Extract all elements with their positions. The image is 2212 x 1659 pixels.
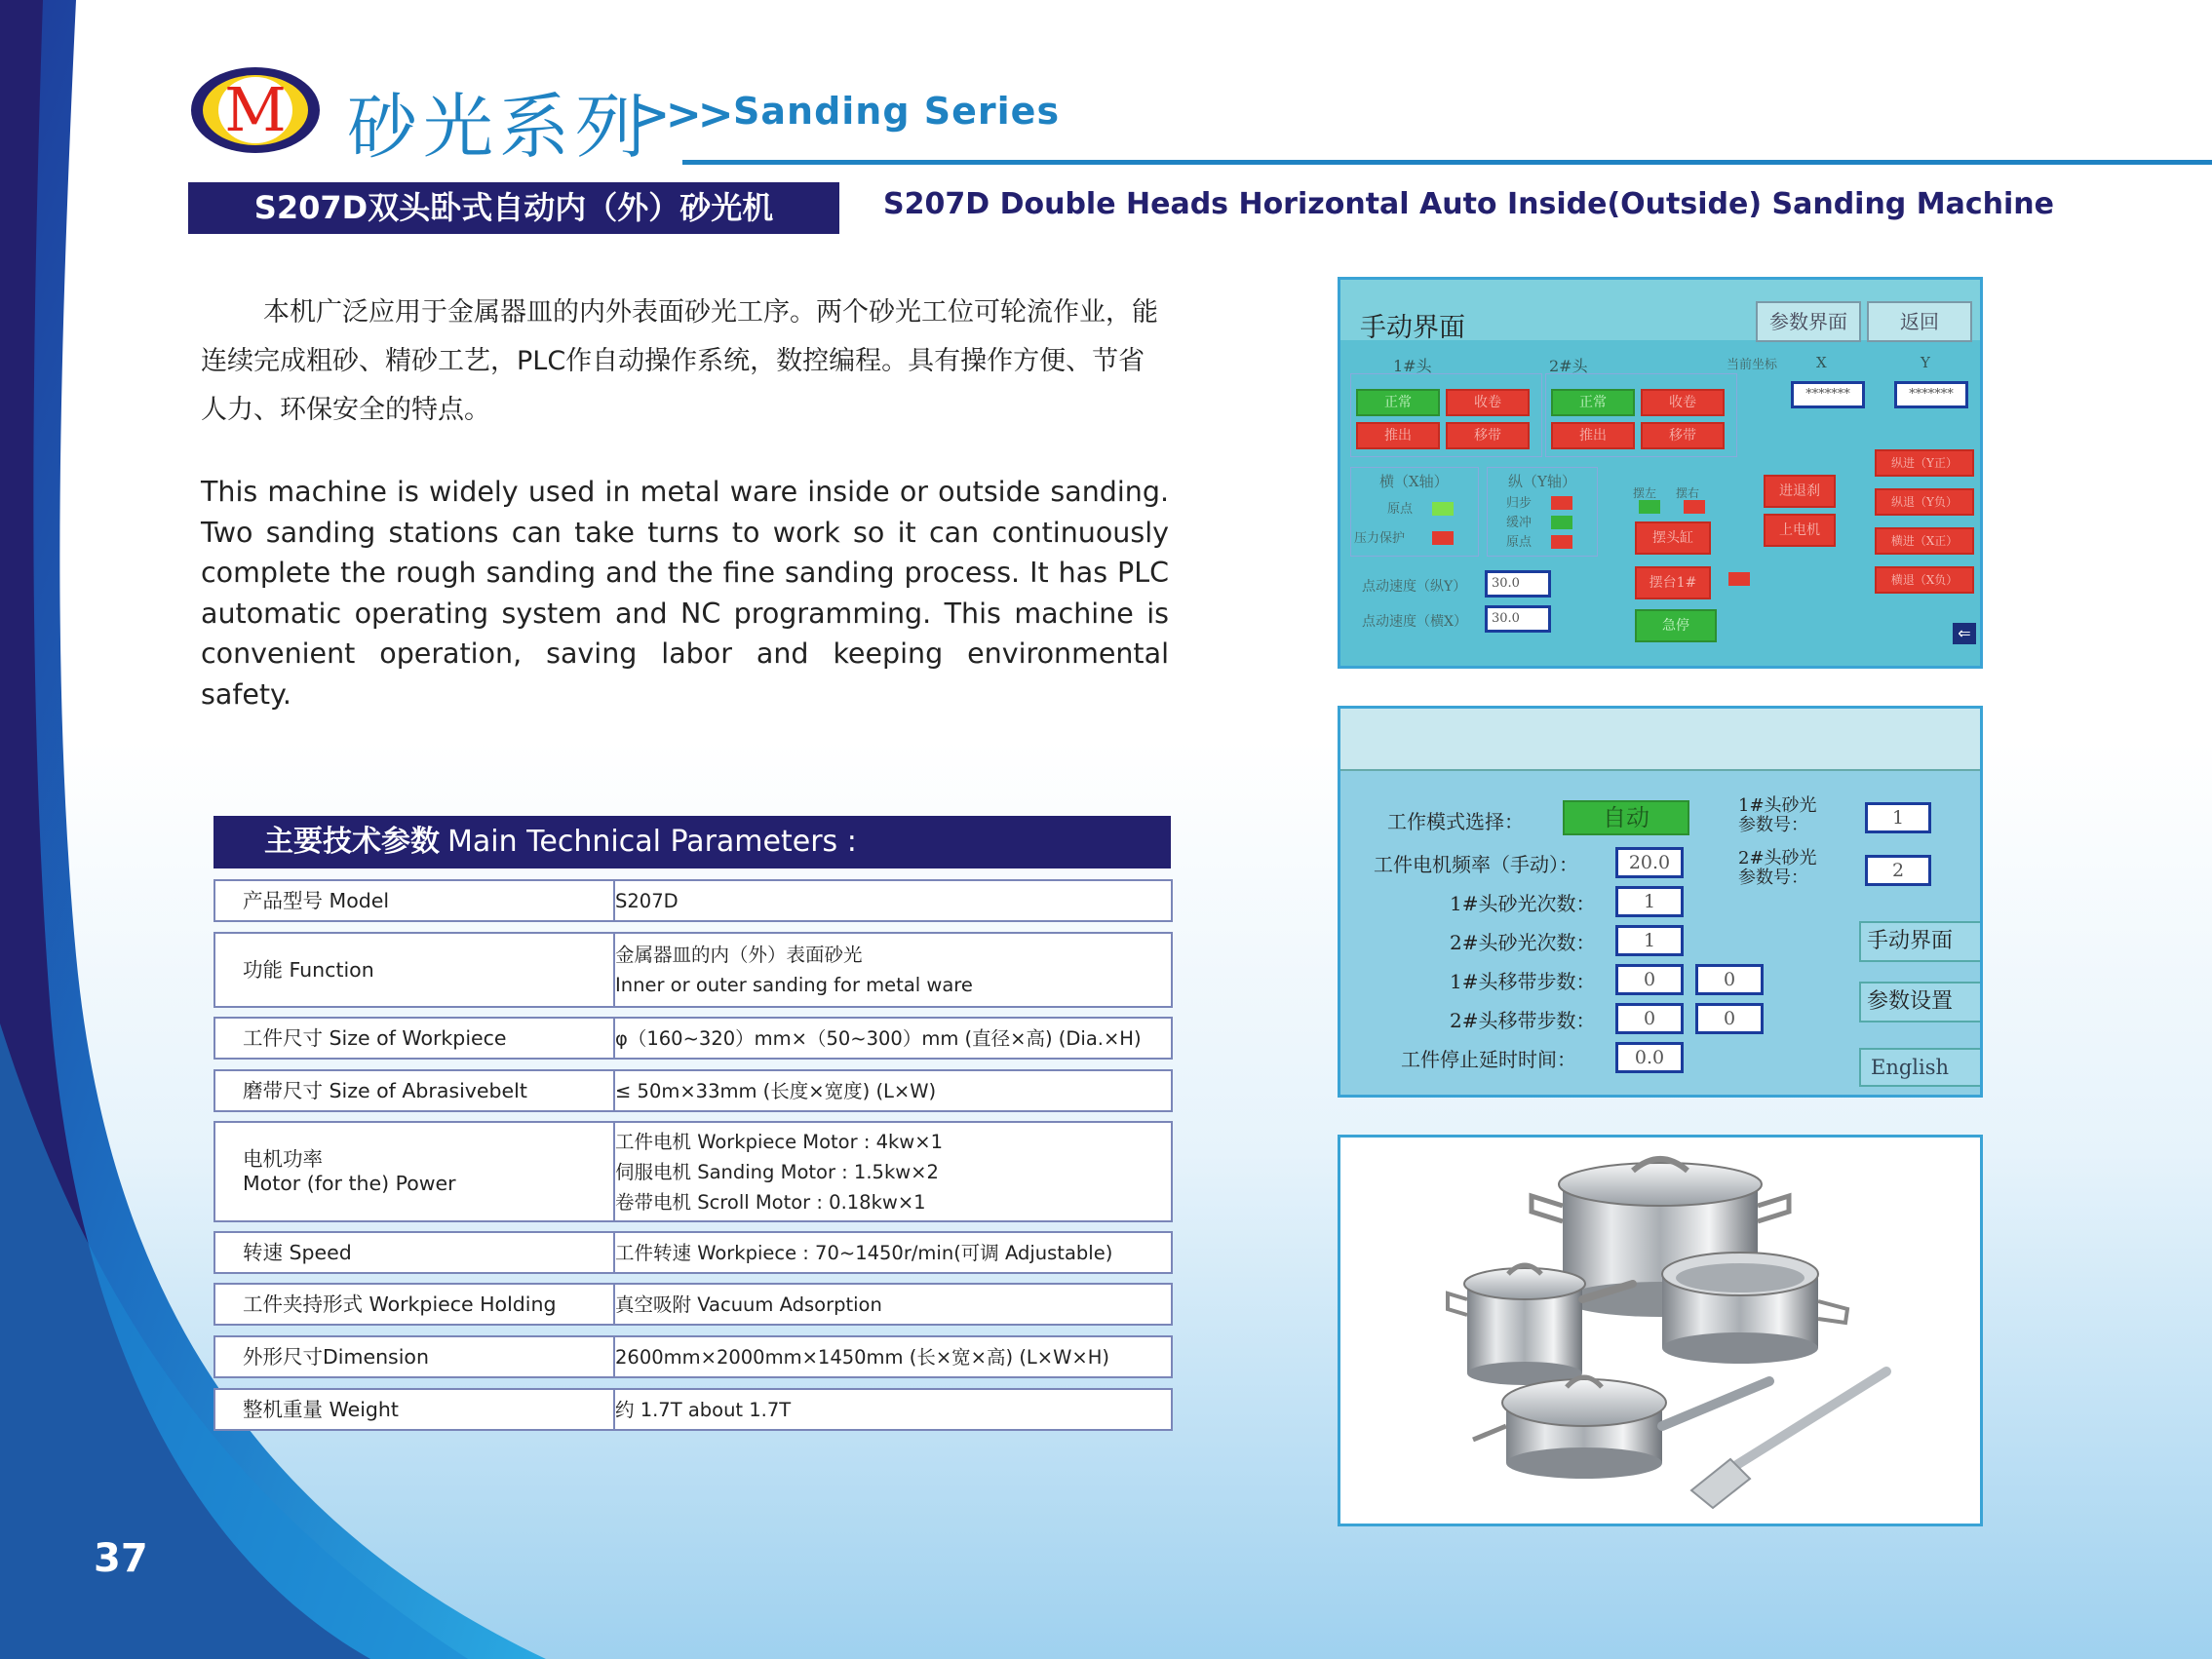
y-return-label: 归步 <box>1506 496 1533 511</box>
series-title-cn: 砂光系列 <box>347 86 652 168</box>
hmi-parameter-screen <box>1338 706 1983 1098</box>
power-on-button[interactable]: 上电机 <box>1764 514 1836 547</box>
steamer-pot <box>1662 1253 1847 1364</box>
y-buffer-label: 缓冲 <box>1506 516 1533 530</box>
stop-button[interactable]: 急停 <box>1635 609 1717 642</box>
head1-step-input-b[interactable]: 0 <box>1695 964 1764 995</box>
stop-delay-input[interactable]: 0.0 <box>1615 1042 1684 1073</box>
param-value: S207D <box>615 889 679 912</box>
y-coord-value: ******* <box>1894 381 1968 408</box>
param-label: 磨带尺寸 Size of Abrasivebelt <box>215 1071 615 1110</box>
param-label: 工件尺寸 Size of Workpiece <box>215 1019 615 1058</box>
jog-x-back-button[interactable]: 横退（X负） <box>1875 566 1974 594</box>
head2-count-input[interactable]: 1 <box>1615 925 1684 956</box>
head2-start-button[interactable]: 正常 <box>1551 389 1635 416</box>
param-label: 工件夹持形式 Workpiece Holding <box>215 1285 615 1324</box>
x-origin-label: 原点 <box>1387 502 1414 517</box>
head1-count-label: 1#头砂光次数： <box>1450 892 1596 915</box>
param-value: 工件电机 Workpiece Motor : 4kw×1 伺服电机 Sanding Motor : 1.5kw×2 卷带电机 Scroll Motor : 0.18kw×1 <box>615 1130 943 1214</box>
x-axis-group-title: 横（X轴） <box>1379 473 1449 490</box>
back-button[interactable]: 返回 <box>1867 301 1972 342</box>
english-button[interactable]: English <box>1859 1048 1983 1087</box>
swing-left-label: 摆左 <box>1633 486 1657 500</box>
head2-step-label: 2#头移带步数： <box>1450 1009 1596 1032</box>
y-origin-indicator <box>1551 535 1572 549</box>
head1-start-button[interactable]: 正常 <box>1356 389 1440 416</box>
series-title-en: Sanding Series <box>733 90 1061 133</box>
param-row-function <box>213 932 1173 1008</box>
hmi2-title-bar <box>1340 709 1980 771</box>
y-origin-label: 原点 <box>1506 535 1533 550</box>
param-value: 2600mm×2000mm×1450mm (长×宽×高) (L×W×H) <box>615 1345 1110 1369</box>
motor-freq-label: 工件电机频率（手动）： <box>1374 853 1578 876</box>
page-back-icon[interactable]: ⇐ <box>1953 623 1976 644</box>
mode-label: 工作模式选择： <box>1387 810 1524 833</box>
head2-retract-button[interactable]: 收卷 <box>1641 389 1725 416</box>
y-buffer-indicator <box>1551 516 1572 529</box>
params-heading <box>213 816 1171 868</box>
swing-head-button[interactable]: 摆头缸 <box>1635 521 1711 555</box>
x-coord-value: ******* <box>1791 381 1865 408</box>
feed-button[interactable]: 进退刹 <box>1764 475 1836 508</box>
header-rule <box>682 160 2212 165</box>
manual-screen-button[interactable]: 手动界面 <box>1859 921 1983 962</box>
param-row-abrasive-belt <box>213 1069 1173 1112</box>
param-row-motor-power <box>213 1121 1173 1222</box>
head1-param-input[interactable]: 1 <box>1865 802 1931 833</box>
jog-speed-y-input[interactable]: 30.0 <box>1485 570 1551 598</box>
y-axis-group-title: 纵（Y轴） <box>1508 473 1576 490</box>
head1-step-input-a[interactable]: 0 <box>1615 964 1684 995</box>
param-row-dimension <box>213 1335 1173 1378</box>
params-heading-cn: 主要技术参数 <box>264 825 440 859</box>
param-row-speed <box>213 1231 1173 1274</box>
swing-table-button[interactable]: 摆台1# <box>1635 566 1711 599</box>
model-title-en: S207D Double Heads Horizontal Auto Inside(Outside) Sanding Machine <box>883 187 2054 221</box>
head2-push-button[interactable]: 推出 <box>1551 422 1635 449</box>
head1-push-button[interactable]: 推出 <box>1356 422 1440 449</box>
param-label: 功能 Function <box>215 934 615 1006</box>
head2-step-input-a[interactable]: 0 <box>1615 1003 1684 1034</box>
x-axis-label: X <box>1816 354 1827 371</box>
param-label: 整机重量 Weight <box>215 1390 615 1429</box>
param-value: 约 1.7T about 1.7T <box>615 1398 792 1421</box>
head2-shift-button[interactable]: 移带 <box>1641 422 1725 449</box>
param-value: 真空吸附 Vacuum Adsorption <box>615 1292 882 1316</box>
description-en: This machine is widely used in metal ware inside or outside sanding. Two sanding stations can take turns to work so it can continuously complete the rough sanding and the fine sanding process. It has PLC automatic operating system and NC programming. This machine is convenient operation, saving labor and keeping environmental safety. <box>201 476 1169 711</box>
param-value: 金属器皿的内（外）表面砂光 Inner or outer sanding for metal ware <box>615 944 973 996</box>
jog-x-forward-button[interactable]: 横进（X正） <box>1875 527 1974 555</box>
page-number: 37 <box>94 1536 148 1581</box>
params-heading-en: Main Technical Parameters : <box>447 825 857 859</box>
jog-speed-x-label: 点动速度（横X） <box>1362 614 1467 630</box>
model-title-cn: S207D双头卧式自动内（外）砂光机 <box>188 182 839 234</box>
head1-param-label: 1#头砂光 参数号： <box>1738 795 1817 835</box>
head1-label: 1#头 <box>1393 357 1432 375</box>
head2-step-input-b[interactable]: 0 <box>1695 1003 1764 1034</box>
mode-value[interactable]: 自动 <box>1563 800 1689 835</box>
swing-right-indicator <box>1684 500 1705 514</box>
jog-speed-x-input[interactable]: 30.0 <box>1485 605 1551 633</box>
product-photo <box>1338 1135 1983 1526</box>
x-origin-indicator <box>1432 502 1454 516</box>
param-row-holding <box>213 1283 1173 1326</box>
jog-y-forward-button[interactable]: 纵进（Y正） <box>1875 449 1974 477</box>
swing-table-indicator <box>1728 572 1750 586</box>
y-axis-label: Y <box>1921 354 1930 371</box>
param-settings-button[interactable]: 参数设置 <box>1859 982 1983 1022</box>
jog-y-back-button[interactable]: 纵退（Y负） <box>1875 488 1974 516</box>
head2-label: 2#头 <box>1549 357 1588 375</box>
param-label: 外形尺寸Dimension <box>215 1337 615 1376</box>
head2-count-label: 2#头砂光次数： <box>1450 931 1596 954</box>
head2-param-label: 2#头砂光 参数号： <box>1738 848 1817 888</box>
cookware-illustration <box>1340 1138 1980 1524</box>
y-return-indicator <box>1551 496 1572 510</box>
jog-speed-y-label: 点动速度（纵Y） <box>1362 579 1467 595</box>
head2-param-input[interactable]: 2 <box>1865 855 1931 886</box>
param-label: 转速 Speed <box>215 1233 615 1272</box>
pressure-protect-indicator <box>1432 531 1454 545</box>
pressure-protect-label: 压力保护 <box>1354 531 1406 546</box>
swing-left-indicator <box>1639 500 1660 514</box>
spatula <box>1691 1371 1886 1508</box>
description-cn: 本机广泛应用于金属器皿的内外表面砂光工序。两个砂光工位可轮流作业，能连续完成粗砂、精砂工艺，PLC作自动操作系统，数控编程。具有操作方便、节省人力、环保安全的特点。 <box>201 297 1158 425</box>
head1-shift-button[interactable]: 移带 <box>1446 422 1530 449</box>
param-row-workpiece-size <box>213 1017 1173 1060</box>
params-screen-button[interactable]: 参数界面 <box>1756 301 1861 342</box>
param-label: 电机功率 Motor (for the) Power <box>215 1123 615 1220</box>
logo-letter: M <box>224 74 287 145</box>
series-arrows-icon: >>> <box>634 90 730 139</box>
hmi-manual-screen <box>1338 277 1983 669</box>
head1-count-input[interactable]: 1 <box>1615 886 1684 917</box>
head1-step-label: 1#头移带步数： <box>1450 970 1596 993</box>
param-row-weight <box>213 1388 1173 1431</box>
coord-label: 当前坐标 <box>1727 358 1778 372</box>
brand-logo <box>187 64 324 156</box>
stop-delay-label: 工件停止延时时间： <box>1401 1048 1576 1071</box>
param-row-model <box>213 879 1173 922</box>
hmi-title: 手动界面 <box>1360 313 1465 343</box>
head1-retract-button[interactable]: 收卷 <box>1446 389 1530 416</box>
swing-right-label: 摆右 <box>1676 486 1700 500</box>
param-value: ≤ 50m×33mm (长度×宽度) (L×W) <box>615 1079 937 1102</box>
param-value: φ（160~320）mm×（50~300）mm (直径×高) (Dia.×H) <box>615 1026 1142 1050</box>
param-label: 产品型号 Model <box>215 881 615 920</box>
motor-freq-input[interactable]: 20.0 <box>1615 847 1684 878</box>
param-value: 工件转速 Workpiece : 70~1450r/min(可调 Adjustable) <box>615 1241 1113 1264</box>
